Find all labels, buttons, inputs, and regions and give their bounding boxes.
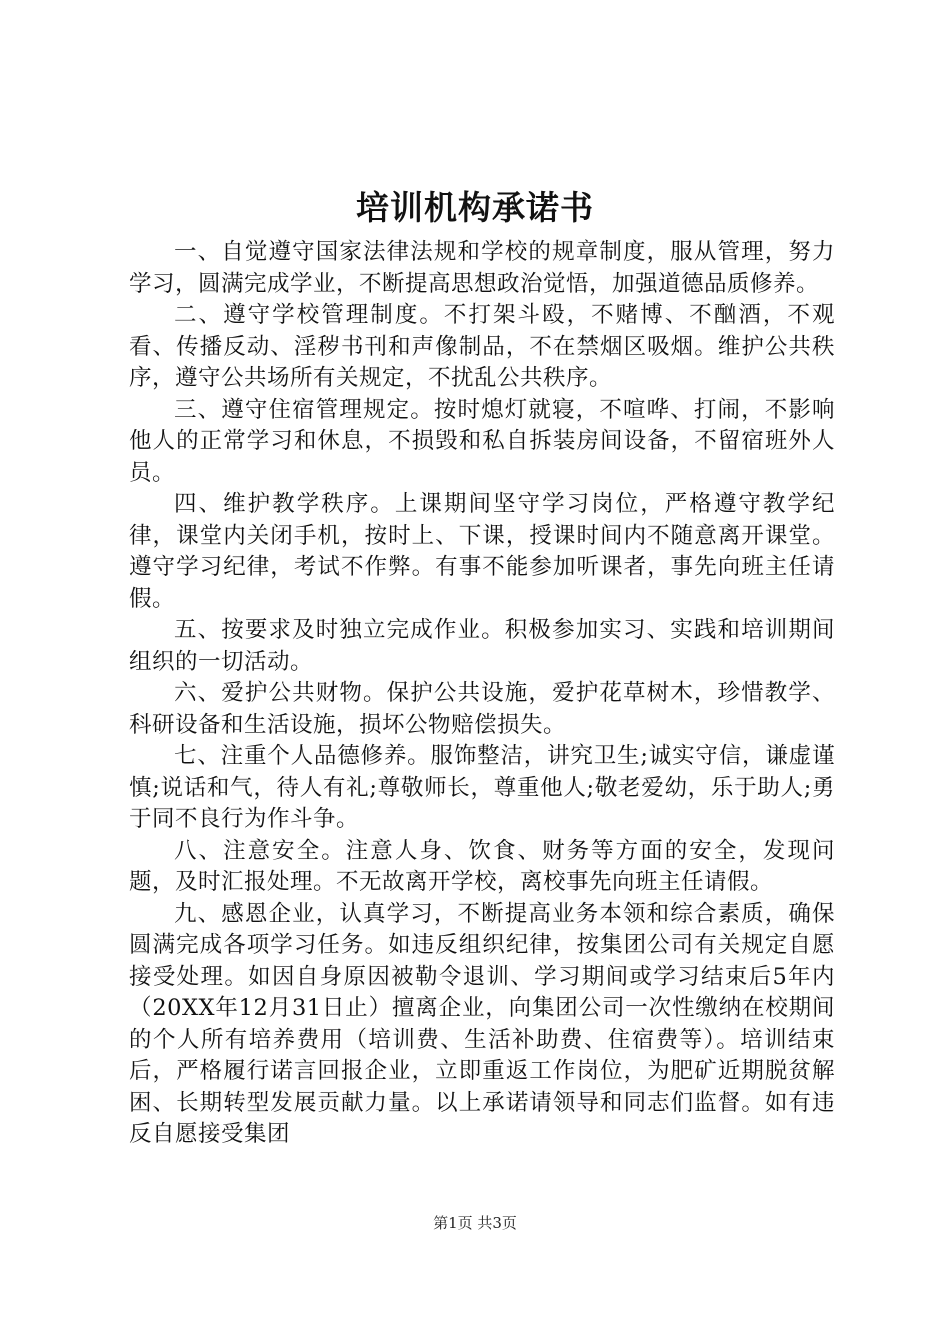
paragraph-2: 二、遵守学校管理制度。不打架斗殴，不赌博、不酗酒，不观看、传播反动、淫秽书刊和声像制品，不在禁烟区吸烟。维护公共秩序，遵守公共场所有关规定，不扰乱公共秩序。 [129, 302, 835, 391]
paragraph-5: 五、按要求及时独立完成作业。积极参加实习、实践和培训期间组织的一切活动。 [129, 617, 835, 675]
paragraph-8: 八、注意安全。注意人身、饮食、财务等方面的安全，发现问题，及时汇报处理。不无故离开学校，离校事先向班主任请假。 [129, 837, 835, 895]
document-body [129, 237, 835, 1151]
page-number-footer: 第1页 共3页 [433, 1214, 517, 1232]
paragraph-7: 七、注重个人品德修养。服饰整洁，讲究卫生;诚实守信，谦虚谨慎;说话和气，待人有礼;尊敬师长，尊重他人;敬老爱幼，乐于助人;勇于同不良行为作斗争。 [129, 743, 835, 832]
paragraph-4: 四、维护教学秩序。上课期间坚守学习岗位，严格遵守教学纪律，课堂内关闭手机，按时上、下课，授课时间内不随意离开课堂。遵守学习纪律，考试不作弊。有事不能参加听课者，事先向班主任请假。 [129, 491, 835, 612]
paragraph-1: 一、自觉遵守国家法律法规和学校的规章制度，服从管理，努力学习，圆满完成学业，不断提高思想政治觉悟，加强道德品质修养。 [129, 239, 835, 297]
paragraph-3: 三、遵守住宿管理规定。按时熄灯就寝，不喧哗、打闹，不影响他人的正常学习和休息，不损毁和私自拆装房间设备，不留宿班外人员。 [129, 396, 835, 486]
document-title: 培训机构承诺书 [356, 188, 594, 227]
paragraph-6: 六、爱护公共财物。保护公共设施，爱护花草树木，珍惜教学、科研设备和生活设施，损坏公物赔偿损失。 [129, 680, 835, 738]
paragraph-9: 九、感恩企业，认真学习，不断提高业务本领和综合素质，确保圆满完成各项学习任务。如违反组织纪律，按集团公司有关规定自愿接受处理。如因自身原因被勒令退训、学习期间或学习结束后5年内（20XX年12月31日止）擅离企业，向集团公司一次性缴纳在校期间的个人所有培养费用（培训费、生活补助费、住宿费等）。培训结束后，严格履行诺言回报企业，立即重返工作岗位，为肥矿近期脱贫解困、长期转型发展贡献力量。以上承诺请领导和同志们监督。如有违反自愿接受集团 [129, 900, 835, 1147]
